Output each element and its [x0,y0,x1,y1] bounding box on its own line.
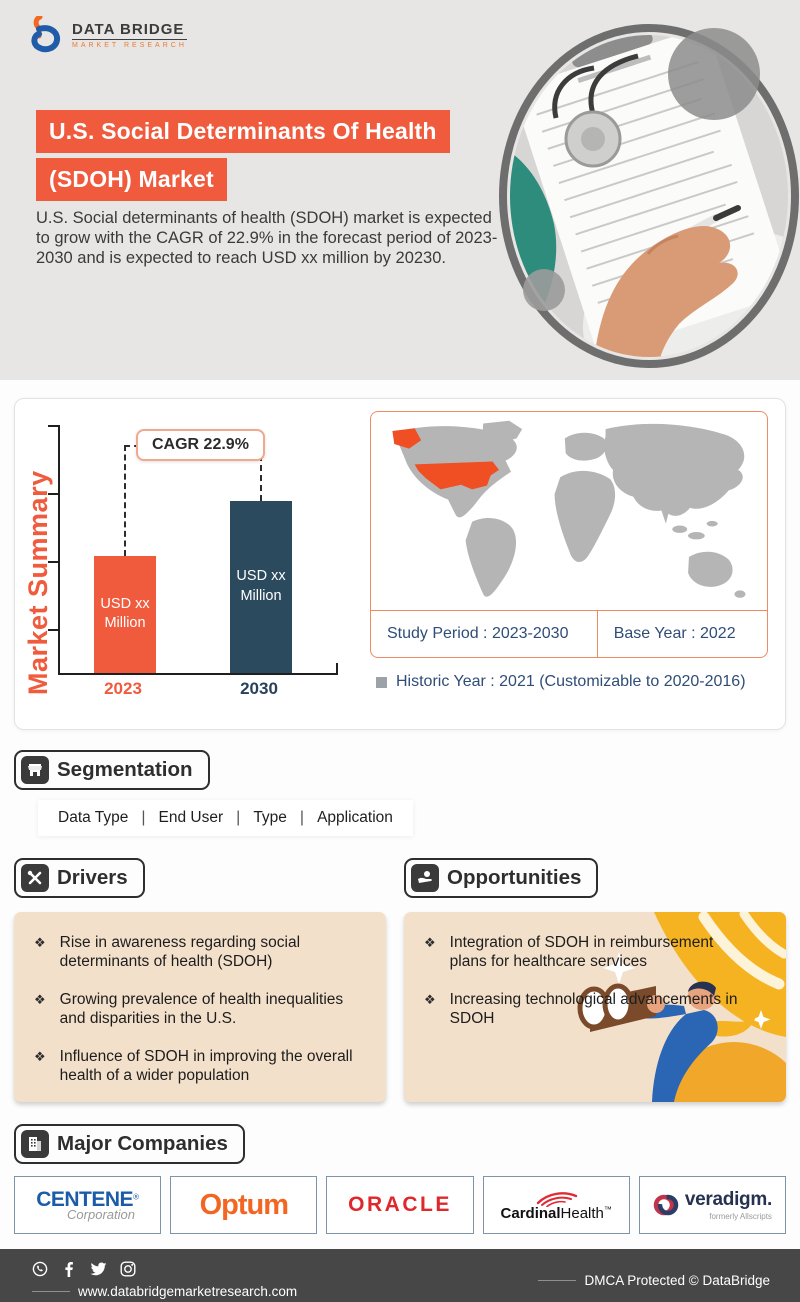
opportunities-list [404,912,786,1029]
brand-logo[interactable] [30,16,187,54]
bar-2023 [94,556,156,674]
hand-coin-icon [411,864,439,892]
segmentation-section [14,750,786,836]
databridge-b-icon [30,16,64,54]
bar-2030 [230,501,292,674]
storefront-icon [21,756,49,784]
facebook-icon[interactable] [61,1261,77,1277]
study-period-row [371,610,767,657]
footer [0,1249,800,1302]
opportunities-panel [404,912,786,1102]
title-line-1: U.S. Social Determinants Of Health [36,110,450,153]
tools-icon [21,864,49,892]
drivers-header [14,858,145,898]
social-icons [32,1261,297,1277]
segment-application: Application [317,809,393,826]
y-tick [48,629,60,631]
market-description: U.S. Social determinants of health (SDOH) market is expected to grow with the CAGR of 22.9% in the forecast period of 2023-2030 and is expected to reach USD xx million by 20230. [36,209,498,268]
driver-item: ❖ Rise in awareness regarding social determinants of health (SDOH) [24,934,372,972]
historic-year: Historic Year : 2021 (Customizable to 2020-2016) [396,673,746,690]
bar-chart [58,411,358,711]
major-companies-section [14,1124,786,1234]
chart-plot [58,425,338,675]
drivers-opportunities-section [14,858,786,1102]
driver-item: ❖ Influence of SDOH in improving the overall health of a wider population [24,1048,372,1086]
cagr-badge: CAGR 22.9% [136,429,265,461]
bar-2030-label: USD xx Million [236,568,286,604]
twitter-icon[interactable] [90,1262,107,1277]
opportunities-header [404,858,598,898]
drivers-list [14,912,386,1085]
y-tick [48,561,60,563]
company-logos-row [14,1176,786,1234]
instagram-icon[interactable] [120,1261,136,1277]
separator [300,809,304,827]
whatsapp-icon[interactable] [32,1261,48,1277]
logo-optum[interactable]: Optum [170,1176,317,1234]
brand-name: DATA BRIDGE [72,21,187,40]
square-bullet-icon [376,677,387,688]
divider-dash [538,1280,576,1281]
world-map-box [370,411,768,658]
segment-end-user: End User [158,809,224,826]
x-label-2030: 2030 [240,679,278,698]
title-line-2: (SDOH) Market [36,158,227,201]
page-title [36,110,450,201]
separator [141,809,145,827]
historic-year-row [370,673,768,691]
major-companies-header [14,1124,245,1164]
hero-photo-clipboard [498,22,800,370]
dmca-notice: DMCA Protected © DataBridge [584,1272,770,1288]
opportunity-item: ❖ Integration of SDOH in reimbursement plans for healthcare services [414,934,772,972]
decor-circle-top [668,28,760,120]
brand-tagline: MARKET RESEARCH [72,42,187,49]
drivers-title: Drivers [57,866,128,889]
bar-2023-label: USD xx Million [100,595,150,632]
segmentation-items [38,800,413,836]
market-summary-title: Market Summary [23,470,53,696]
logo-veradigm[interactable]: veradigm. formerly Allscripts [639,1176,786,1234]
header-section [0,0,800,380]
website-link[interactable]: www.databridgemarketresearch.com [78,1284,298,1299]
drivers-panel [14,912,386,1102]
dashed-line-2023 [124,445,126,556]
major-companies-title: Major Companies [57,1132,228,1155]
y-tick [48,493,60,495]
separator [236,809,240,827]
building-icon [21,1130,49,1158]
study-period: Study Period : 2023-2030 [387,625,569,642]
segment-data-type: Data Type [58,809,129,826]
world-map [371,412,766,610]
y-tick [48,425,60,427]
opportunities-title: Opportunities [447,866,582,889]
logo-oracle[interactable]: ORACLE [326,1176,473,1234]
decor-circle-bottom [523,269,565,311]
segmentation-title: Segmentation [57,758,193,781]
base-year: Base Year : 2022 [597,611,767,657]
divider-dash [32,1291,70,1292]
map-panel [370,411,768,721]
opportunity-item: ❖ Increasing technological advancements in SDOH [414,991,772,1029]
market-summary-card [14,398,786,730]
x-label-2023: 2023 [104,679,142,698]
segmentation-header [14,750,210,790]
segment-type: Type [253,809,287,826]
logo-cardinal-health[interactable]: CardinalHealth™ [483,1176,630,1234]
veradigm-knot-icon [653,1192,679,1218]
logo-centene[interactable]: CENTENE® Corporation [14,1176,161,1234]
driver-item: ❖ Growing prevalence of health inequalities and disparities in the U.S. [24,991,372,1029]
x-axis-end-tick [336,663,338,673]
market-summary-section [0,380,800,730]
